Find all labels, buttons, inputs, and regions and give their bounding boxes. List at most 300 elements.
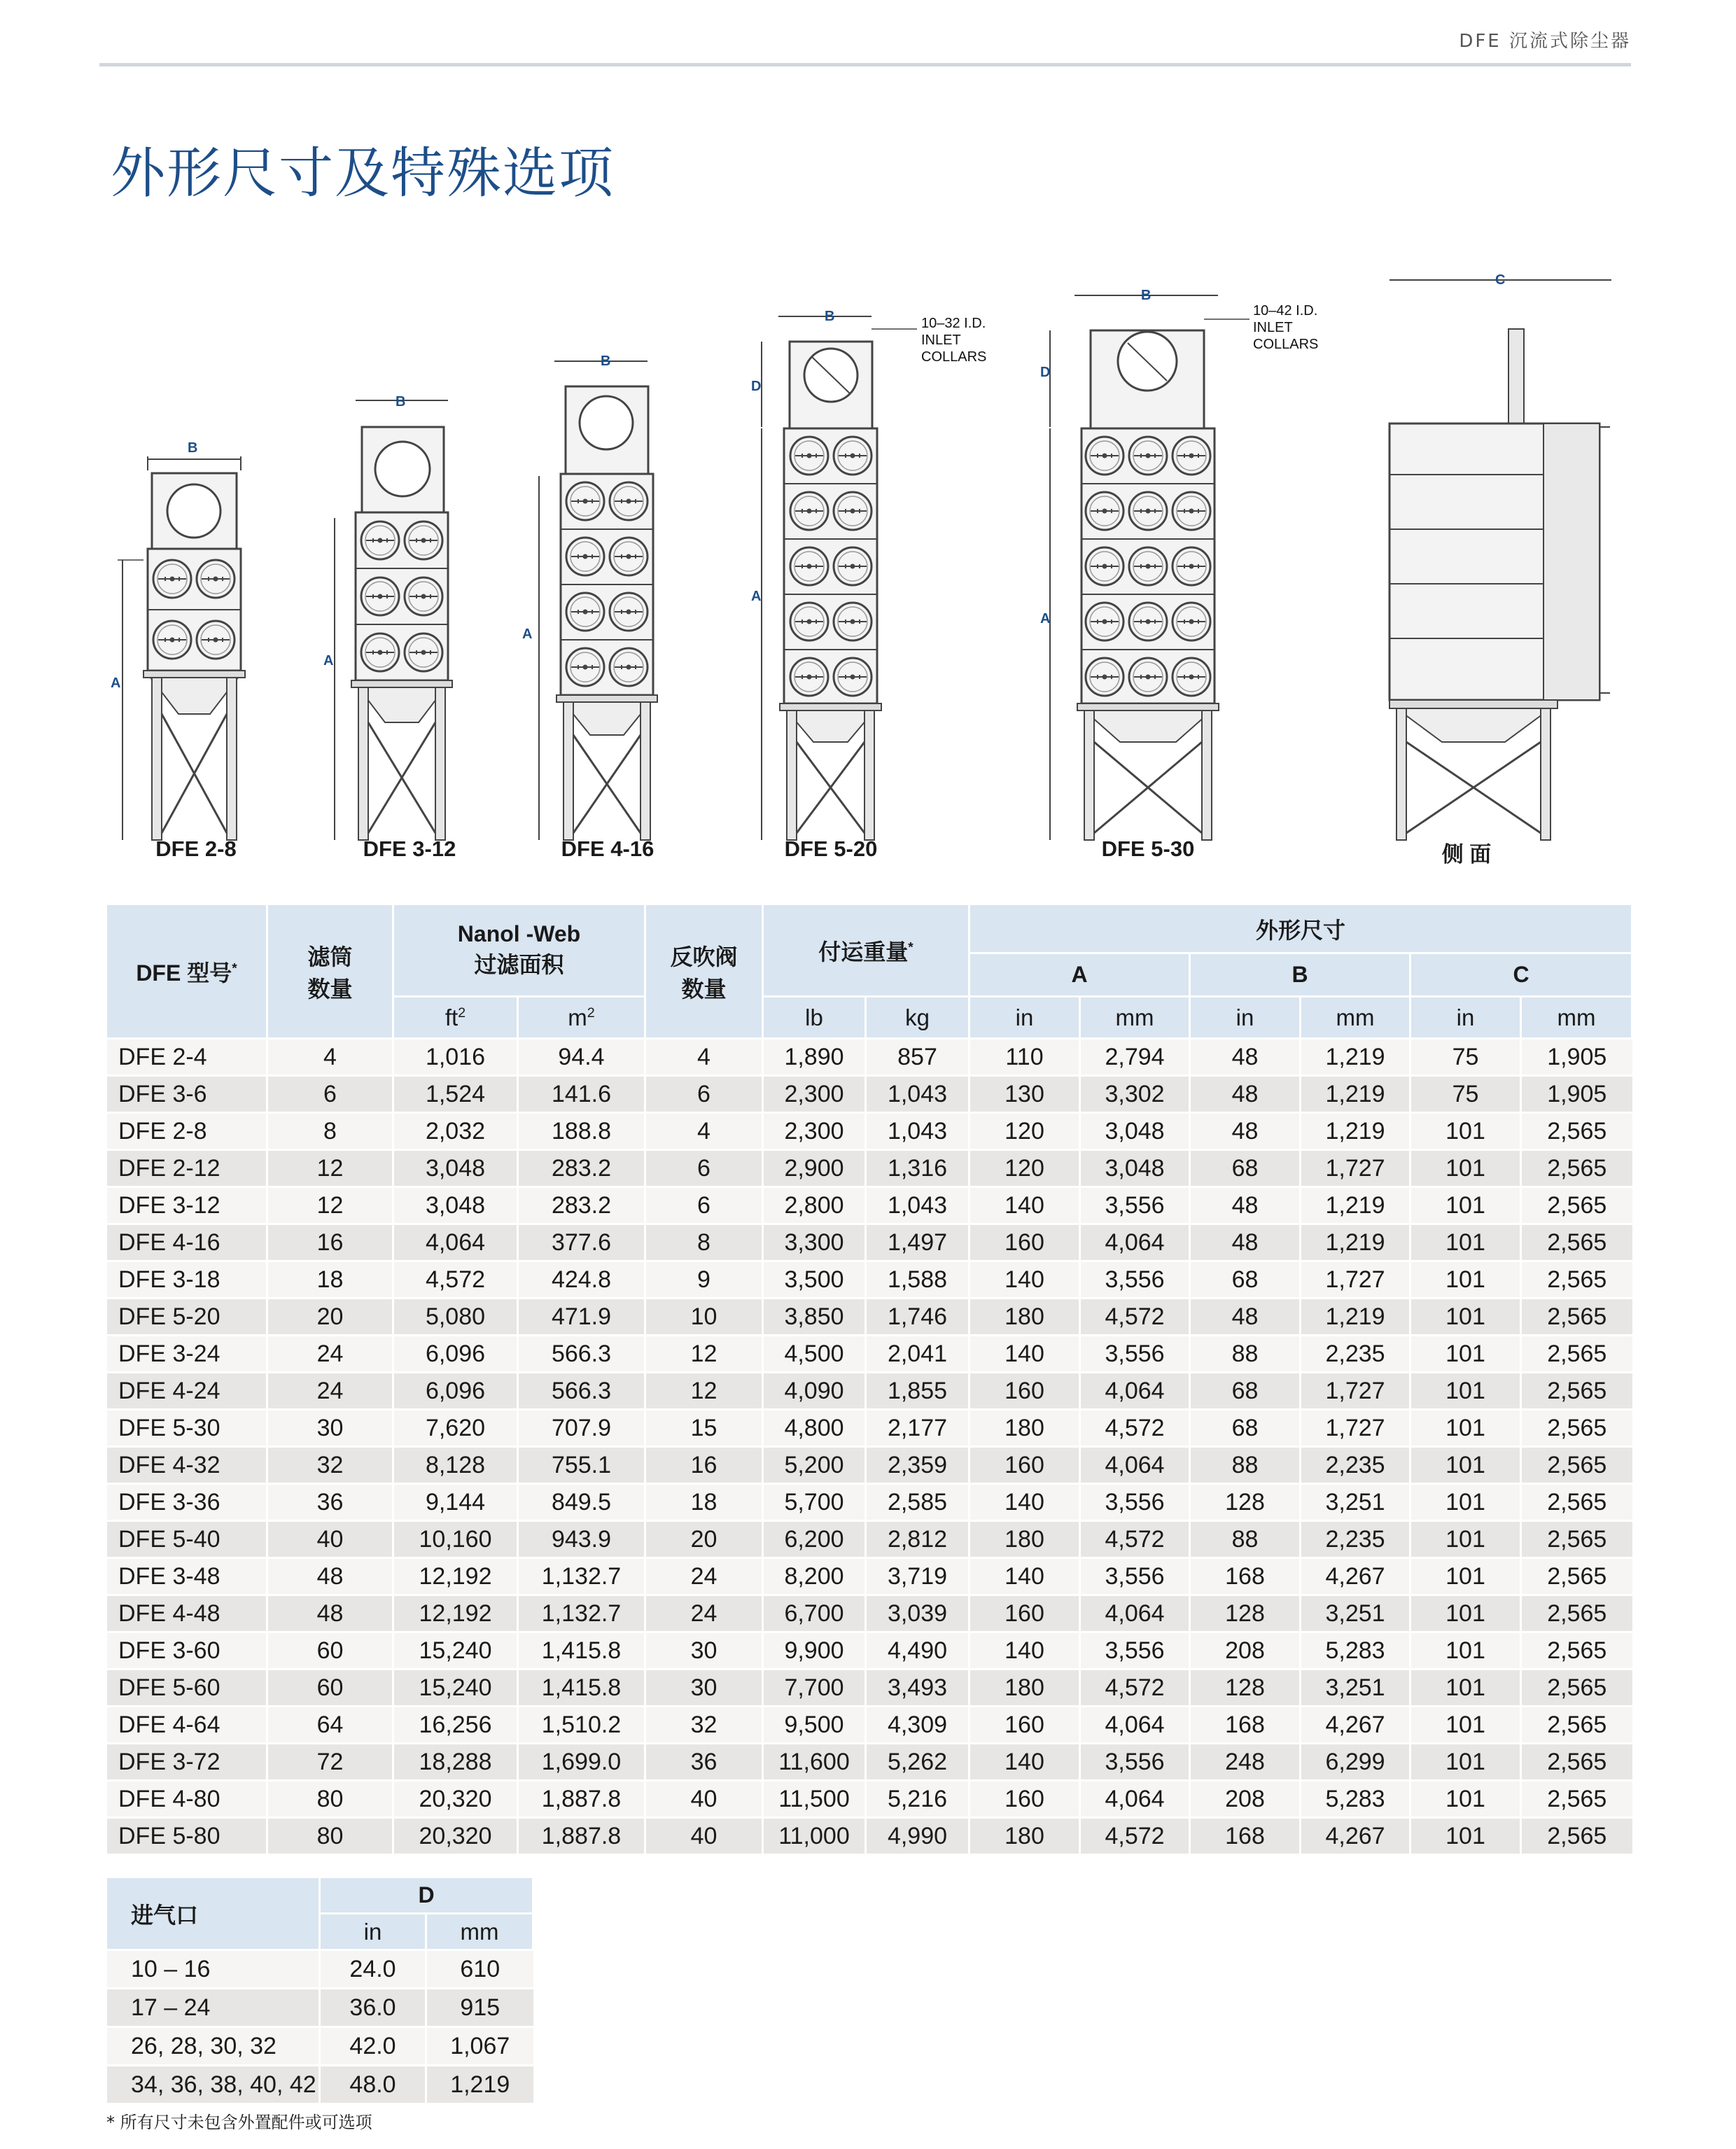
- table-cell: 2,565: [1521, 1336, 1632, 1373]
- table-cell: 12,192: [393, 1595, 518, 1632]
- table-cell: 160: [969, 1595, 1080, 1632]
- table-cell: 3,556: [1080, 1744, 1190, 1781]
- table-cell: 3,039: [866, 1595, 969, 1632]
- table-cell: 6,700: [763, 1595, 866, 1632]
- table-cell: 32: [267, 1447, 393, 1484]
- table-cell: 5,283: [1301, 1781, 1410, 1818]
- table-cell: 2,565: [1521, 1484, 1632, 1521]
- table-cell: 5,262: [866, 1744, 969, 1781]
- header-unit-m2: $m^2$: [518, 997, 645, 1039]
- table-cell: 2,235: [1301, 1336, 1410, 1373]
- drawing-caption: DFE 4-16: [561, 836, 654, 861]
- table-cell: 101: [1410, 1707, 1521, 1744]
- table-cell: 943.9: [518, 1521, 645, 1558]
- header-dimensions: 外形尺寸: [969, 904, 1632, 953]
- table-cell: 4,064: [1080, 1781, 1190, 1818]
- table-cell: 1,219: [1301, 1076, 1410, 1113]
- table-cell: 4,572: [1080, 1818, 1190, 1855]
- table-cell: 1,727: [1301, 1410, 1410, 1447]
- table-cell: 3,251: [1301, 1595, 1410, 1632]
- table-cell: 30: [267, 1410, 393, 1447]
- table-cell: 915: [426, 1989, 533, 2027]
- table-cell: 1,043: [866, 1187, 969, 1224]
- table-row: [106, 1150, 1632, 1187]
- table-cell: 4,800: [763, 1410, 866, 1447]
- table-cell: 101: [1410, 1818, 1521, 1855]
- header-unit-in: in: [1410, 997, 1521, 1039]
- table-cell: 10: [645, 1298, 763, 1336]
- model-cell: DFE 3-6: [106, 1076, 267, 1113]
- table-cell: 4,490: [866, 1632, 969, 1670]
- table-cell: 2,794: [1080, 1039, 1190, 1076]
- model-cell: DFE 3-72: [106, 1744, 267, 1781]
- table-cell: 101: [1410, 1224, 1521, 1261]
- model-cell: DFE 4-80: [106, 1781, 267, 1818]
- table-row: [106, 1707, 1632, 1744]
- table-cell: 20: [267, 1298, 393, 1336]
- model-cell: DFE 4-16: [106, 1224, 267, 1261]
- table-cell: 2,032: [393, 1113, 518, 1150]
- table-cell: 88: [1190, 1521, 1301, 1558]
- table-cell: 6: [645, 1150, 763, 1187]
- table-cell: 2,585: [866, 1484, 969, 1521]
- table-cell: 128: [1190, 1670, 1301, 1707]
- spec-table-body: [106, 1039, 1632, 1855]
- table-cell: 9,900: [763, 1632, 866, 1670]
- model-cell: DFE 3-60: [106, 1632, 267, 1670]
- collar-note-line: INLET: [921, 332, 961, 348]
- model-cell: DFE 5-20: [106, 1298, 267, 1336]
- collar-note-line: COLLARS: [1253, 337, 1319, 352]
- table-cell: 101: [1410, 1298, 1521, 1336]
- drawing-caption: DFE 5-20: [784, 836, 878, 861]
- header-unit-in: in: [1190, 997, 1301, 1039]
- table-row: [106, 1039, 1632, 1076]
- table-cell: 4,572: [1080, 1670, 1190, 1707]
- model-cell: DFE 2-8: [106, 1113, 267, 1150]
- table-cell: 1,219: [426, 2066, 533, 2104]
- table-cell: 101: [1410, 1410, 1521, 1447]
- inlet-range-cell: 10 – 16: [106, 1950, 320, 1989]
- table-cell: 566.3: [518, 1373, 645, 1410]
- table-cell: 180: [969, 1410, 1080, 1447]
- table-cell: 64: [267, 1707, 393, 1744]
- table-cell: 2,300: [763, 1076, 866, 1113]
- model-cell: DFE 3-24: [106, 1336, 267, 1373]
- table-cell: 1,219: [1301, 1224, 1410, 1261]
- table-cell: 4: [645, 1039, 763, 1076]
- header-dim-b: B: [1190, 953, 1410, 997]
- table-cell: 2,565: [1521, 1373, 1632, 1410]
- table-cell: 130: [969, 1076, 1080, 1113]
- header-unit-kg: kg: [866, 997, 969, 1039]
- table-cell: 24: [645, 1595, 763, 1632]
- dim-a-label: A: [522, 626, 533, 642]
- model-cell: DFE 5-30: [106, 1410, 267, 1447]
- table-cell: 20: [645, 1521, 763, 1558]
- header-model: DFE 型号*: [106, 904, 267, 1039]
- table-cell: 80: [267, 1781, 393, 1818]
- table-row: [106, 1373, 1632, 1410]
- table-cell: 2,565: [1521, 1744, 1632, 1781]
- table-cell: 9,144: [393, 1484, 518, 1521]
- table-cell: 80: [267, 1818, 393, 1855]
- table-cell: 188.8: [518, 1113, 645, 1150]
- table-cell: 160: [969, 1781, 1080, 1818]
- table-cell: 1,727: [1301, 1150, 1410, 1187]
- table-cell: 707.9: [518, 1410, 645, 1447]
- table-cell: 6,096: [393, 1373, 518, 1410]
- table-cell: 4,267: [1301, 1818, 1410, 1855]
- drawing-dfe-2-8: [118, 456, 245, 840]
- table-cell: 1,905: [1521, 1076, 1632, 1113]
- table-cell: 12: [645, 1336, 763, 1373]
- table-cell: 24: [645, 1558, 763, 1595]
- table-cell: 1,219: [1301, 1187, 1410, 1224]
- collar-note-line: COLLARS: [921, 349, 987, 365]
- table-cell: 30: [645, 1632, 763, 1670]
- model-cell: DFE 5-80: [106, 1818, 267, 1855]
- table-cell: 1,699.0: [518, 1744, 645, 1781]
- table-row: [106, 1989, 533, 2027]
- dim-a-label: A: [1040, 611, 1051, 626]
- table-cell: 471.9: [518, 1298, 645, 1336]
- model-cell: DFE 4-24: [106, 1373, 267, 1410]
- table-cell: 1,855: [866, 1373, 969, 1410]
- table-cell: 12,192: [393, 1558, 518, 1595]
- footnote: * 所有尺寸未包含外置配件或可选项: [106, 2113, 372, 2132]
- table-cell: 3,556: [1080, 1484, 1190, 1521]
- table-cell: 16: [645, 1447, 763, 1484]
- table-cell: 3,048: [393, 1187, 518, 1224]
- table-cell: 3,048: [1080, 1150, 1190, 1187]
- header-unit-mm: mm: [1301, 997, 1410, 1039]
- table-cell: 72: [267, 1744, 393, 1781]
- table-cell: 140: [969, 1187, 1080, 1224]
- header-unit-mm: mm: [426, 1914, 533, 1950]
- table-cell: 6: [645, 1076, 763, 1113]
- table-cell: 48: [1190, 1224, 1301, 1261]
- table-cell: 2,235: [1301, 1447, 1410, 1484]
- table-cell: 2,300: [763, 1113, 866, 1150]
- table-row: [106, 1781, 1632, 1818]
- drawing-caption: DFE 3-12: [363, 836, 456, 861]
- table-cell: 128: [1190, 1484, 1301, 1521]
- table-row: [106, 1632, 1632, 1670]
- table-cell: 120: [969, 1150, 1080, 1187]
- drawing-caption: DFE 2-8: [155, 836, 237, 861]
- table-cell: 36: [267, 1484, 393, 1521]
- table-cell: 2,565: [1521, 1187, 1632, 1224]
- table-cell: 101: [1410, 1447, 1521, 1484]
- table-cell: 2,565: [1521, 1818, 1632, 1855]
- table-cell: 101: [1410, 1187, 1521, 1224]
- dim-c-label: C: [1495, 272, 1506, 288]
- table-cell: 7,700: [763, 1670, 866, 1707]
- table-cell: 101: [1410, 1484, 1521, 1521]
- table-cell: 48: [1190, 1076, 1301, 1113]
- table-row: [106, 1558, 1632, 1595]
- table-cell: 40: [645, 1781, 763, 1818]
- table-cell: 4,990: [866, 1818, 969, 1855]
- table-cell: 2,565: [1521, 1224, 1632, 1261]
- table-cell: 208: [1190, 1632, 1301, 1670]
- header-filters: 滤筒 数量: [267, 904, 393, 1039]
- header-dim-a: A: [969, 953, 1190, 997]
- table-cell: 566.3: [518, 1336, 645, 1373]
- table-cell: 141.6: [518, 1076, 645, 1113]
- table-row: [106, 1670, 1632, 1707]
- table-cell: 610: [426, 1950, 533, 1989]
- table-cell: 2,565: [1521, 1670, 1632, 1707]
- table-cell: 11,600: [763, 1744, 866, 1781]
- table-cell: 40: [267, 1521, 393, 1558]
- table-cell: 101: [1410, 1595, 1521, 1632]
- table-cell: 140: [969, 1558, 1080, 1595]
- table-cell: 2,565: [1521, 1410, 1632, 1447]
- table-cell: 1,219: [1301, 1113, 1410, 1150]
- table-cell: 101: [1410, 1150, 1521, 1187]
- table-cell: 15,240: [393, 1632, 518, 1670]
- drawing-dfe-4-16: [539, 361, 657, 840]
- table-row: [106, 1521, 1632, 1558]
- table-cell: 48: [267, 1595, 393, 1632]
- table-cell: 3,048: [1080, 1113, 1190, 1150]
- table-cell: 68: [1190, 1261, 1301, 1298]
- model-cell: DFE 4-48: [106, 1595, 267, 1632]
- table-cell: 2,565: [1521, 1595, 1632, 1632]
- model-cell: DFE 5-60: [106, 1670, 267, 1707]
- drawing-caption: 侧 面: [1441, 842, 1492, 867]
- table-cell: 101: [1410, 1670, 1521, 1707]
- table-cell: 48: [1190, 1113, 1301, 1150]
- table-cell: 180: [969, 1521, 1080, 1558]
- table-row: [106, 1076, 1632, 1113]
- header-shipping-weight: 付运重量*: [763, 904, 969, 997]
- table-cell: 36: [645, 1744, 763, 1781]
- table-cell: 6,096: [393, 1336, 518, 1373]
- table-cell: 48: [1190, 1187, 1301, 1224]
- model-cell: DFE 2-4: [106, 1039, 267, 1076]
- table-cell: 94.4: [518, 1039, 645, 1076]
- header-valves: 反吹阀 数量: [645, 904, 763, 1039]
- header-unit-mm: mm: [1521, 997, 1632, 1039]
- table-cell: 5,700: [763, 1484, 866, 1521]
- table-cell: 2,041: [866, 1336, 969, 1373]
- table-cell: 12: [267, 1150, 393, 1187]
- table-row: [106, 1447, 1632, 1484]
- table-cell: 18: [267, 1261, 393, 1298]
- table-cell: 168: [1190, 1818, 1301, 1855]
- table-cell: 424.8: [518, 1261, 645, 1298]
- table-cell: 2,812: [866, 1521, 969, 1558]
- table-cell: 15: [645, 1410, 763, 1447]
- table-cell: 1,316: [866, 1150, 969, 1187]
- table-cell: 5,283: [1301, 1632, 1410, 1670]
- table-cell: 128: [1190, 1595, 1301, 1632]
- table-cell: 1,043: [866, 1113, 969, 1150]
- table-cell: 24.0: [320, 1950, 426, 1989]
- table-cell: 15,240: [393, 1670, 518, 1707]
- table-cell: 20,320: [393, 1818, 518, 1855]
- collar-note-line: INLET: [1253, 320, 1293, 335]
- table-cell: 6: [267, 1076, 393, 1113]
- table-cell: 283.2: [518, 1187, 645, 1224]
- table-cell: 3,251: [1301, 1670, 1410, 1707]
- table-cell: 1,727: [1301, 1373, 1410, 1410]
- table-row: [106, 1410, 1632, 1447]
- table-cell: 283.2: [518, 1150, 645, 1187]
- table-cell: 1,887.8: [518, 1818, 645, 1855]
- table-cell: 2,235: [1301, 1521, 1410, 1558]
- inlet-range-cell: 17 – 24: [106, 1989, 320, 2027]
- header-dim-c: C: [1410, 953, 1632, 997]
- table-cell: 3,719: [866, 1558, 969, 1595]
- header-unit-in: in: [320, 1914, 426, 1950]
- table-cell: 208: [1190, 1781, 1301, 1818]
- header-filter-area: Nanol -Web 过滤面积: [393, 904, 645, 997]
- header-label: DFE 沉流式除尘器: [1459, 31, 1631, 52]
- table-row: [106, 1113, 1632, 1150]
- table-row: [106, 1298, 1632, 1336]
- model-cell: DFE 3-36: [106, 1484, 267, 1521]
- table-cell: 4,064: [1080, 1373, 1190, 1410]
- table-cell: 7,620: [393, 1410, 518, 1447]
- drawing-caption: DFE 5-30: [1101, 836, 1195, 861]
- table-cell: 1,132.7: [518, 1595, 645, 1632]
- table-cell: 1,746: [866, 1298, 969, 1336]
- table-row: [106, 2066, 533, 2104]
- inlet-range-cell: 34, 36, 38, 40, 42: [106, 2066, 320, 2104]
- table-cell: 24: [267, 1336, 393, 1373]
- table-cell: 2,565: [1521, 1261, 1632, 1298]
- table-row: [106, 1744, 1632, 1781]
- table-cell: 9: [645, 1261, 763, 1298]
- header-unit-mm: mm: [1080, 997, 1190, 1039]
- table-cell: 18: [645, 1484, 763, 1521]
- model-cell: DFE 3-18: [106, 1261, 267, 1298]
- table-cell: 6: [645, 1187, 763, 1224]
- drawing-dfe-5-20: [762, 316, 917, 840]
- table-cell: 3,556: [1080, 1261, 1190, 1298]
- table-row: [106, 1595, 1632, 1632]
- table-cell: 101: [1410, 1373, 1521, 1410]
- table-row: [106, 1484, 1632, 1521]
- table-cell: 20,320: [393, 1781, 518, 1818]
- page-title: 外形尺寸及特殊选项: [111, 142, 615, 205]
- table-cell: 1,510.2: [518, 1707, 645, 1744]
- table-cell: 4,572: [1080, 1298, 1190, 1336]
- model-cell: DFE 4-64: [106, 1707, 267, 1744]
- table-cell: 5,216: [866, 1781, 969, 1818]
- table-cell: 248: [1190, 1744, 1301, 1781]
- table-cell: 101: [1410, 1113, 1521, 1150]
- table-row: [106, 1818, 1632, 1855]
- table-cell: 4: [267, 1039, 393, 1076]
- table-cell: 3,556: [1080, 1187, 1190, 1224]
- table-cell: 2,565: [1521, 1521, 1632, 1558]
- table-cell: 2,900: [763, 1150, 866, 1187]
- table-cell: 160: [969, 1707, 1080, 1744]
- dim-a-label: A: [751, 589, 762, 604]
- table-cell: 160: [969, 1224, 1080, 1261]
- table-cell: 42.0: [320, 2027, 426, 2066]
- table-cell: 5,080: [393, 1298, 518, 1336]
- model-cell: DFE 3-12: [106, 1187, 267, 1224]
- table-cell: 10,160: [393, 1521, 518, 1558]
- table-cell: 101: [1410, 1261, 1521, 1298]
- table-cell: 3,500: [763, 1261, 866, 1298]
- table-cell: 1,890: [763, 1039, 866, 1076]
- table-cell: 8: [645, 1224, 763, 1261]
- dim-b-label: B: [1141, 288, 1152, 303]
- table-cell: 2,565: [1521, 1558, 1632, 1595]
- table-cell: 4,064: [1080, 1447, 1190, 1484]
- table-cell: 101: [1410, 1744, 1521, 1781]
- header-d: D: [320, 1877, 533, 1914]
- table-cell: 11,000: [763, 1818, 866, 1855]
- table-cell: 1,043: [866, 1076, 969, 1113]
- table-cell: 36.0: [320, 1989, 426, 2027]
- table-row: [106, 1187, 1632, 1224]
- table-cell: 1,497: [866, 1224, 969, 1261]
- table-cell: 48: [1190, 1298, 1301, 1336]
- table-cell: 16,256: [393, 1707, 518, 1744]
- table-cell: 68: [1190, 1410, 1301, 1447]
- model-cell: DFE 5-40: [106, 1521, 267, 1558]
- table-cell: 1,016: [393, 1039, 518, 1076]
- table-cell: 168: [1190, 1707, 1301, 1744]
- table-cell: 160: [969, 1447, 1080, 1484]
- table-cell: 60: [267, 1632, 393, 1670]
- table-cell: 4,064: [1080, 1224, 1190, 1261]
- table-cell: 4: [645, 1113, 763, 1150]
- table-cell: 60: [267, 1670, 393, 1707]
- dim-b-label: B: [396, 394, 406, 410]
- table-cell: 1,219: [1301, 1298, 1410, 1336]
- drawing-dfe-5-30: [1050, 295, 1250, 840]
- header-unit-in: in: [969, 997, 1080, 1039]
- table-cell: 16: [267, 1224, 393, 1261]
- table-cell: 2,565: [1521, 1781, 1632, 1818]
- table-cell: 1,905: [1521, 1039, 1632, 1076]
- table-cell: 2,359: [866, 1447, 969, 1484]
- table-cell: 8,200: [763, 1558, 866, 1595]
- dim-d-label: D: [1040, 365, 1051, 380]
- inlet-range-cell: 26, 28, 30, 32: [106, 2027, 320, 2066]
- table-cell: 88: [1190, 1336, 1301, 1373]
- table-cell: 180: [969, 1670, 1080, 1707]
- table-cell: 3,493: [866, 1670, 969, 1707]
- table-cell: 5,200: [763, 1447, 866, 1484]
- table-row: [106, 1261, 1632, 1298]
- table-cell: 2,565: [1521, 1447, 1632, 1484]
- header-unit-ft2: $ft^2$: [393, 997, 518, 1039]
- table-cell: 110: [969, 1039, 1080, 1076]
- table-cell: 2,565: [1521, 1298, 1632, 1336]
- table-cell: 18,288: [393, 1744, 518, 1781]
- table-cell: 4,064: [393, 1224, 518, 1261]
- collar-note-line: 10–32 I.D.: [921, 316, 986, 331]
- table-cell: 2,565: [1521, 1632, 1632, 1670]
- table-cell: 40: [645, 1818, 763, 1855]
- table-row: [106, 1950, 533, 1989]
- model-cell: DFE 3-48: [106, 1558, 267, 1595]
- table-cell: 12: [645, 1373, 763, 1410]
- spec-table: [105, 903, 1633, 1856]
- table-cell: 1,887.8: [518, 1781, 645, 1818]
- table-cell: 4,500: [763, 1336, 866, 1373]
